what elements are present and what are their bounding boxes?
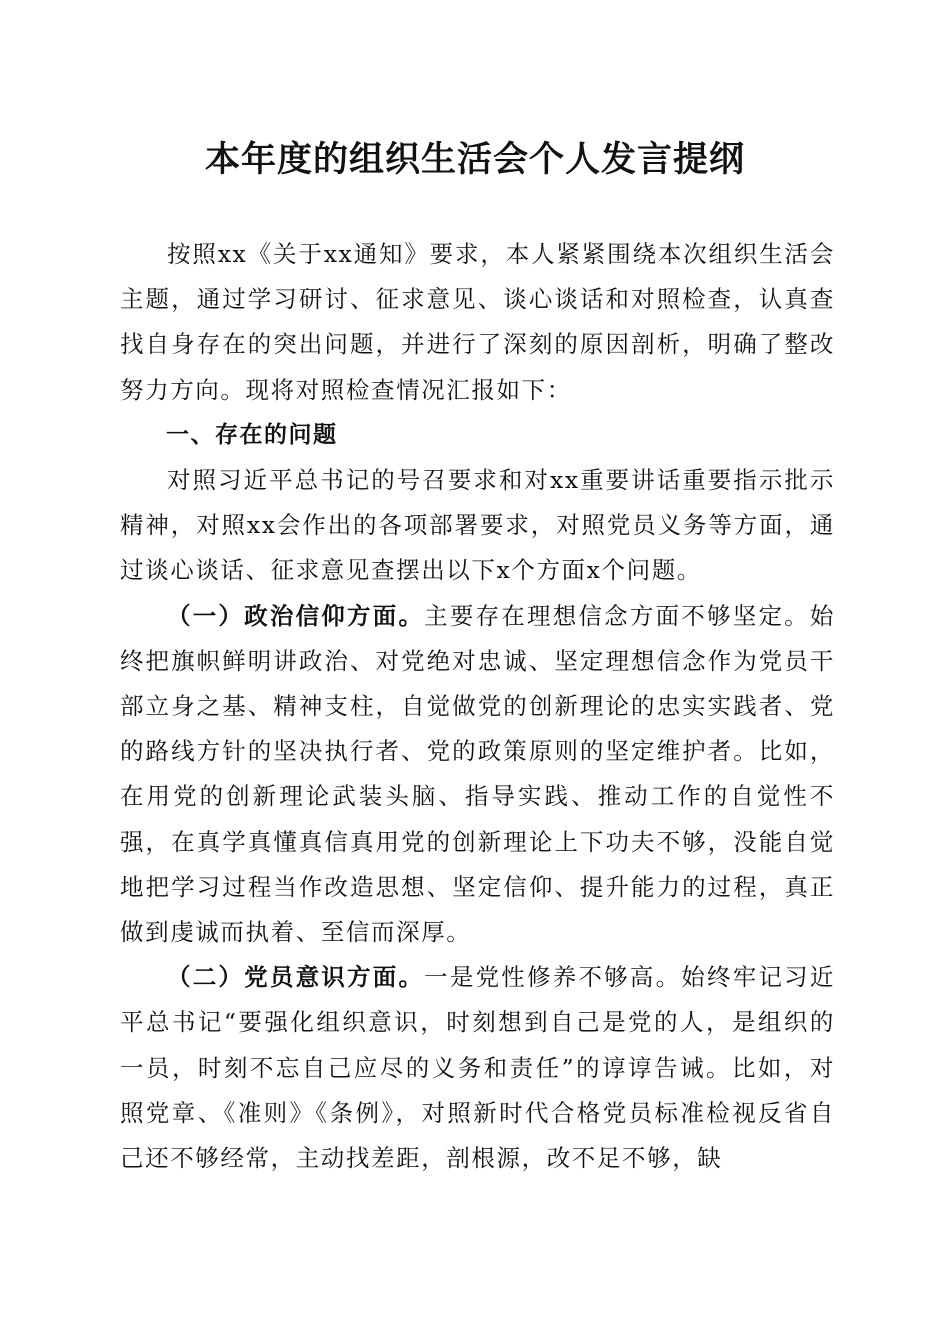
item-lead-political-belief: （一）政治信仰方面。 (167, 601, 425, 630)
item-text-party-awareness: 一是党性修养不够高。始终牢记习近平总书记“要强化组织意识，时刻想到自己是党的人，是组织的一员，时刻不忘自己应尽的义务和责任”的谆谆告诫。比如，对照党章、《准则》《条例》，对照新时代合格党员标准检视反省自己还不够经常，主动找差距，剖根源，改不足不够，缺 (120, 963, 835, 1173)
section-paragraph: 对照习近平总书记的号召要求和对xx重要讲话重要指示批示精神，对照xx会作出的各项部署要求，对照党员义务等方面，通过谈心谈话、征求意见查摆出以下x个方面x个问题。 (120, 466, 835, 585)
item-text-political-belief: 主要存在理想信念方面不够坚定。始终把旗帜鲜明讲政治、对党绝对忠诚、坚定理想信念作为党员干部立身之基、精神支柱，自觉做党的创新理论的忠实实践者、党的路线方针的坚决执行者、党的政策原则的坚定维护者。比如，在用党的创新理论武装头脑、指导实践、推动工作的自觉性不强，在真学真懂真信真用党的创新理论上下功夫不够，没能自觉地把学习过程当作改造思想、坚定信仰、提升能力的过程，真正做到虔诚而执着、至信而深厚。 (120, 601, 835, 947)
item-lead-party-awareness: （二）党员意识方面。 (167, 963, 425, 992)
item-political-belief (120, 594, 835, 956)
item-party-awareness (120, 955, 835, 1181)
document-body (120, 232, 835, 1181)
section-heading-problems: 一、存在的问题 (166, 421, 338, 448)
intro-paragraph: 按照xx《关于xx通知》要求，本人紧紧围绕本次组织生活会主题，通过学习研讨、征求意见、谈心谈话和对照检查，认真查找自身存在的突出问题，并进行了深刻的原因剖析，明确了整改努力方向。现将对照检查情况汇报如下： (120, 240, 835, 404)
document-title: 本年度的组织生活会个人发言提纲 (204, 139, 745, 180)
